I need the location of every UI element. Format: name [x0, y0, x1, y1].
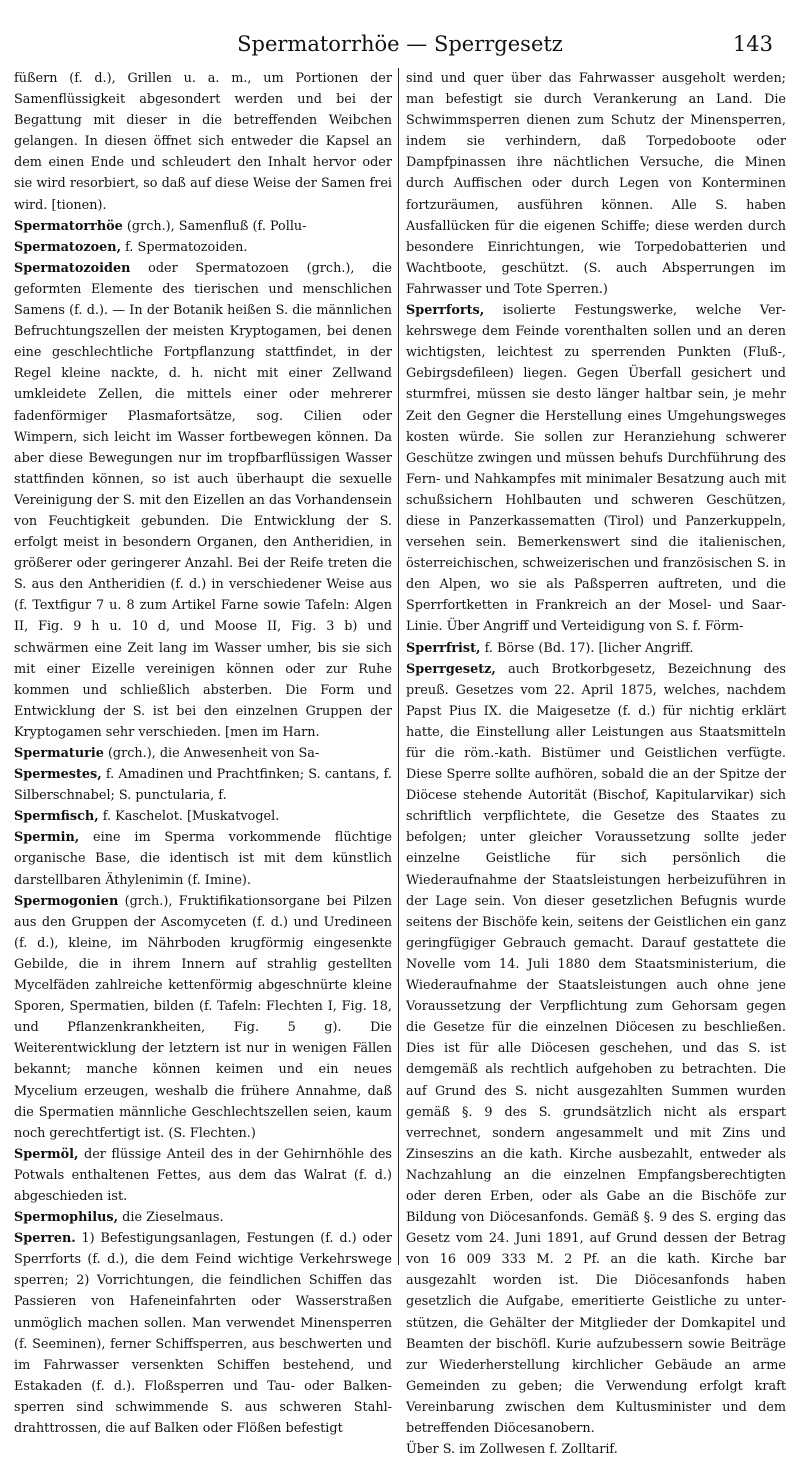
dictionary-entry — [14, 743, 392, 764]
entry-text: f. Amadinen und Prachtfinken; S. cantans, f. Silberschnabel; S. punctularia, f. — [14, 767, 392, 804]
entry-headword: Spermatorrhöe — [14, 218, 123, 234]
entry-text: eine im Sperma vorkommende flüchtige organische Base, die identisch ist mit dem künstlich darstellbaren Äthylenimin (f. Imine). — [14, 830, 392, 888]
dictionary-entry — [406, 1439, 786, 1460]
entry-text: oder Spermatozoen (grch.), die geformten Elemente des tierischen und menschlichen Samens (f. d.). — In der Botanik heißen S. die männlichen Befruchtungszellen der meisten Kryptogamen, bei denen eine geschlechtliche Fortpflanzung stattfindet, in der Regel kleine nackte, d. h. nicht mit einer Zellwand umkleidete Zellen, die mittels einer oder mehrerer fadenförmiger Plasmafortsätze, sog. Cilien oder Wimpern, sich leicht im Wasser fortbewegen können. Da aber diese Bewegungen nur im tropfbarflüssigen Wasser stattfinden können, so ist auch überhaupt die sexuelle Vereinigung der S. mit den Eizellen an das Vorhandensein von Feuchtigkeit gebunden. Die Entwicklung der S. erfolgt meist in besondern Organen, den Antheridien, in größerer oder geringerer Anzahl. Bei der Reife treten die S. aus den Antheridien (f. d.) in verschiedener Weise aus (f. Textfigur 7 u. 8 zum Artikel Farne sowie Tafeln: Algen II, Fig. 9 h u. 10 d, und Moose II, Fig. 3 b) und schwärmen eine Zeit lang im Wasser umher, bis sie sich mit einer Eizelle vereinigen können oder zur Ruhe kommen und schließlich absterben. Die Form und Entwicklung der S. ist bei den einzelnen Gruppen der Kryptogamen sehr verschieden. [men im Harn. — [14, 260, 392, 740]
entry-headword: Spermin, — [14, 830, 80, 846]
left-column — [14, 68, 392, 1436]
entry-text: füßern (f. d.), Grillen u. a. m., um Portionen der Samenflüssigkeit abgesondert werden und bei der Begattung mit dieser in die betreffenden Weibchen gelangen. In diesen öffnet sich entweder die Kapsel an dem einen Ende und schleudert den Inhalt hervor oder sie wird resorbiert, so daß auf diese Weise der Samen frei wird. [tionen). — [14, 71, 392, 213]
dictionary-entry — [14, 258, 392, 743]
entry-text: isolierte Festungswerke, welche Verkehrswege dem Feinde vorenthalten sollen und an deren wichtigsten, leichtest zu sperrenden Punkten (Fluß-, Gebirgsdefileen) liegen. Gegen Überfall gesichert und sturmfrei, müssen sie desto länger haltbar sein, je mehr Zeit den Gegner die Herstellung eines Umgehungsweges kosten würde. Sie sollen zur Heranziehung schwerer Geschütze zwingen und müssen behufs Durchführung des Fern- und Nahkampfes mit minimaler Besatzung auch mit schußsichern Hohlbauten und schweren Geschützen, diese in Panzerkassematten (Tirol) und Panzerkuppeln, versehen sein. Bemerkenswert sind die italienischen, österreichischen, schweizerischen und französischen S. in den Alpen, wo sie als Paßsperren auftreten, und die Sperrfortketten in Frankreich an der Mosel- und Saar-Linie. Über Angriff und Verteidigung von S. f. Förm- — [406, 303, 786, 635]
dictionary-entry — [14, 1144, 392, 1207]
dictionary-entry — [14, 68, 392, 216]
page-number: 143 — [732, 32, 773, 56]
dictionary-entry — [14, 1228, 392, 1439]
entry-text: (grch.), die Anwesenheit von Sa- — [103, 746, 320, 761]
entry-text: 1) Befestigungsanlagen, Festungen (f. d.) oder Sperrforts (f. d.), die dem Feind wichtige Verkehrswege sperren; 2) Vorrichtungen, die feindlichen Schiffen das Passieren von Hafeneinfahrten oder Wasserstraßen unmöglich machen sollen. Man verwendet Minensperren (f. Seeminen), ferner Schiffsperren, aus beschwerten und im Fahrwasser versenkten Schiffen bestehend, und Estakaden (f. d.). Floßsperren und Tau- oder Balkensperren sind schwimmende S. aus schweren Stahldrahttrossen, die auf Balken oder Flößen befestigt — [14, 1231, 392, 1436]
entry-text: f. Spermatozoiden. — [121, 239, 248, 255]
entry-headword: Spermogonien — [14, 893, 119, 909]
dictionary-entry — [14, 891, 392, 1144]
entry-text: auch Brotkorbgesetz, Bezeichnung des preuß. Gesetzes vom 22. April 1875, welches, nachdem Papst Pius IX. die Maigesetze (f. d.) für nichtig erklärt hatte, die Einstellung aller Leistungen aus Staatsmitteln für die röm.-kath. Bistümer und Geistlichen verfügte. Diese Sperre sollte aufhören, sobald die an der Spitze der Diöcese stehende Autorität (Bischof, Kapitularvikar) sich schriftlich verpflichtete, die Gesetze des Staates zu befolgen; unter gleicher Voraussetzung sollte jeder einzelne Geistliche für sich persönlich die Wiederaufnahme der Staatsleistungen herbeizuführen in der Lage sein. Von dieser gesetzlichen Befugnis wurde seitens der Bischöfe kein, seitens der Geistlichen ein ganz geringfügiger Gebrauch gemacht. Darauf gestattete die Novelle vom 14. Juli 1880 dem Staatsministerium, die Wiederaufnahme der Staatsleistungen auch ohne jene Voraussetzung der Verpflichtung zum Gehorsam gegen die Gesetze für die einzelnen Diöcesen zu beschließen. Dies ist für alle Diöcesen geschehen, und das S. ist demgemäß als rechtlich aufgehoben zu betrachten. Die auf Grund des S. nicht ausgezahlten Summen wurden gemäß §. 9 des S. grundsätzlich nicht als erspart verrechnet, sondern angesammelt und mit Zins und Zinseszins an die kath. Kirche ausbezahlt, entweder als Nachzahlung an die einzelnen Empfangsberechtigten oder deren Erben, oder als Gabe an die Bischöfe zur Bildung von Diöcesanfonds. Gemäß §. 9 des S. erging das Gesetz vom 24. Juni 1891, auf Grund dessen der Betrag von 16 009 333 M. 2 Pf. an die kath. Kirche bar ausgezahlt worden ist. Die Diöcesanfonds haben gesetzlich die Aufgabe, emeritierte Geistliche zu unterstützen, die Gehälter der Mitglieder der Domkapitel und Beamten der bischöfl. Kurie aufzubessern sowie Beiträge zur Wiederherstellung kirchlicher Gebäude an arme Gemeinden zu geben; die Verwendung erfolgt kraft Vereinbarung zwischen dem Kultusminister und dem betreffenden Diöcesanobern. — [406, 661, 786, 1436]
entry-headword: Spermöl, — [14, 1146, 79, 1162]
page-header — [0, 30, 800, 60]
entry-headword: Spermestes, — [14, 767, 102, 783]
entry-text: die Zieselmaus. — [118, 1210, 224, 1226]
dictionary-entry — [406, 638, 786, 659]
dictionary-entry — [406, 659, 786, 1439]
entry-headword: Spermophilus, — [14, 1210, 119, 1226]
column-divider — [398, 68, 399, 1265]
entry-text: der flüssige Anteil des in der Gehirnhöhle des Potwals enthaltenen Fettes, aus dem das Walrat (f. d.) abgeschieden ist. — [14, 1146, 392, 1204]
entry-headword: Spermatozoen, — [14, 239, 122, 255]
entry-text: f. Börse (Bd. 17). [licher Angriff. — [480, 640, 694, 656]
dictionary-entry — [14, 1207, 392, 1228]
entry-headword: Spermaturie — [14, 746, 104, 761]
dictionary-entry — [406, 68, 786, 300]
dictionary-entry — [14, 806, 392, 827]
entry-headword: Spermfisch, — [14, 809, 99, 825]
entry-text: f. Kaschelot. [Muskatvogel. — [98, 809, 280, 825]
entry-headword: Sperrforts, — [406, 303, 485, 319]
entry-text: sind und quer über das Fahrwasser ausgeholt werden; man befestigt sie durch Verankerung an Land. Die Schwimmsperren dienen zum Schutz der Minensperren, indem sie verhindern, daß Torpedoboote oder Dampfpinassen ihre nächtlichen Versuche, die Minen durch Auffischen oder durch Legen von Konterminen fortzuräumen, ausführen können. Alle S. haben Ausfallücken für die eigenen Schiffe; diese werden durch besondere Einrichtungen, wie Torpedobatterien und Wachtboote, geschützt. (S. auch Absperrungen im Fahrwasser und Tote Sperren.) — [406, 71, 786, 297]
dictionary-entry — [406, 300, 786, 638]
entry-headword: Sperrgesetz, — [406, 661, 496, 677]
entry-text: Über S. im Zollwesen f. Zolltarif. — [406, 1442, 618, 1458]
entry-headword: Sperren. — [14, 1231, 76, 1247]
entry-text: (grch.), Samenfluß (f. Pollu- — [122, 218, 307, 234]
running-head: Spermatorrhöe — Sperrgesetz — [237, 32, 563, 56]
dictionary-entry — [14, 764, 392, 806]
entry-headword: Spermatozoiden — [14, 260, 131, 276]
entry-headword: Sperrfrist, — [406, 640, 481, 656]
entry-text: (grch.), Fruktifikationsorgane bei Pilzen aus den Gruppen der Ascomyceten (f. d.) und Uredineen (f. d.), kleine, im Nährboden krugförmig eingesenkte Gebilde, die in ihrem Innern auf strahlig gestellten Mycelfäden zahlreiche kettenförmig abgeschnürte kleine Sporen, Spermatien, bilden (f. Tafeln: Flechten I, Fig. 18, und Pflanzenkrankheiten, Fig. 5 g). Die Weiterentwicklung der letztern ist nur in wenigen Fällen bekannt; manche können keimen und ein neues Mycelium erzeugen, weshalb die frühere Annahme, daß die Spermatien männliche Geschlechtszellen seien, kaum noch gerechtfertigt ist. (S. Flechten.) — [14, 893, 392, 1141]
dictionary-entry — [14, 237, 392, 258]
dictionary-entry — [14, 827, 392, 890]
dictionary-entry — [14, 216, 392, 237]
right-column — [406, 68, 786, 1458]
